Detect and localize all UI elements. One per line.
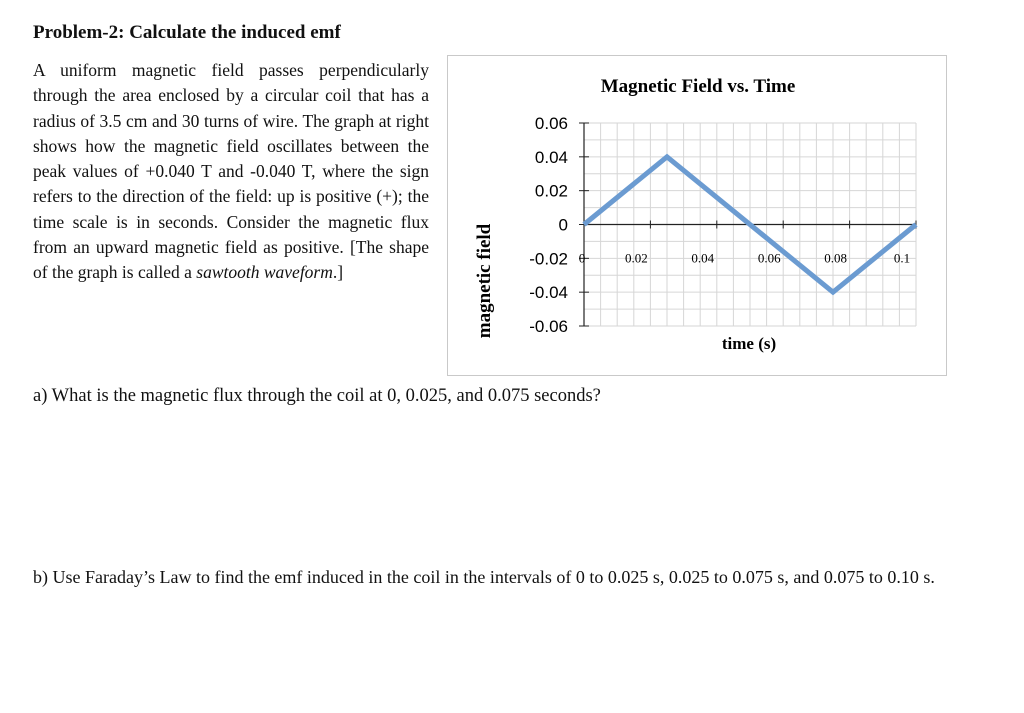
problem-description — [33, 58, 429, 286]
y-tick-label: -0.06 — [529, 317, 568, 336]
y-axis-label: magnetic field — [474, 223, 495, 339]
bracket-note-italic: sawtooth waveform — [196, 262, 333, 283]
bracket-note-open: [The shape of the graph is called a — [33, 237, 430, 283]
chart-title: Magnetic Field vs. Time — [600, 76, 796, 97]
y-tick-label: 0 — [558, 215, 568, 235]
chart-svg — [448, 56, 948, 377]
y-tick-label: -0.04 — [529, 283, 568, 303]
y-tick-label: 0.06 — [534, 114, 568, 133]
x-tick-label: 0.06 — [757, 250, 781, 266]
x-tick-label: 0.04 — [691, 250, 715, 266]
question-a: a) What is the magnetic flux through the coil at 0, 0.025, and 0.075 seconds? — [33, 386, 601, 406]
problem-intro-text: A uniform magnetic field passes perpendicularly through the area enclosed by a circular coil that has a radius of 3.5 cm and 30 turns of wire. The graph at right shows how the magnetic field oscillates between the peak values of +0.040 T and -0.040 T, where the sign refers to the direction of the field: up is positive (+); the time scale is in seconds. Consider the magnetic flux from an upward magnetic field as positive. — [33, 60, 429, 258]
x-tick-label: 0.08 — [824, 250, 847, 266]
x-tick-label: 0 — [578, 250, 586, 266]
y-tick-label: -0.02 — [529, 249, 568, 269]
magnetic-field-chart — [447, 55, 947, 376]
x-tick-label: 0.1 — [893, 250, 911, 266]
bracket-note-close: .] — [332, 262, 344, 283]
y-tick-label: 0.02 — [534, 181, 568, 201]
y-tick-label: 0.04 — [534, 147, 568, 167]
x-axis-label: time (s) — [721, 334, 777, 353]
question-b: b) Use Faraday’s Law to find the emf induced in the coil in the intervals of 0 to 0.025 s, 0.025 to 0.075 s, and 0.075 to 0.10 s. — [33, 567, 935, 587]
x-tick-label: 0.02 — [625, 250, 648, 266]
problem-title: Problem-2: Calculate the induced emf — [33, 22, 341, 43]
